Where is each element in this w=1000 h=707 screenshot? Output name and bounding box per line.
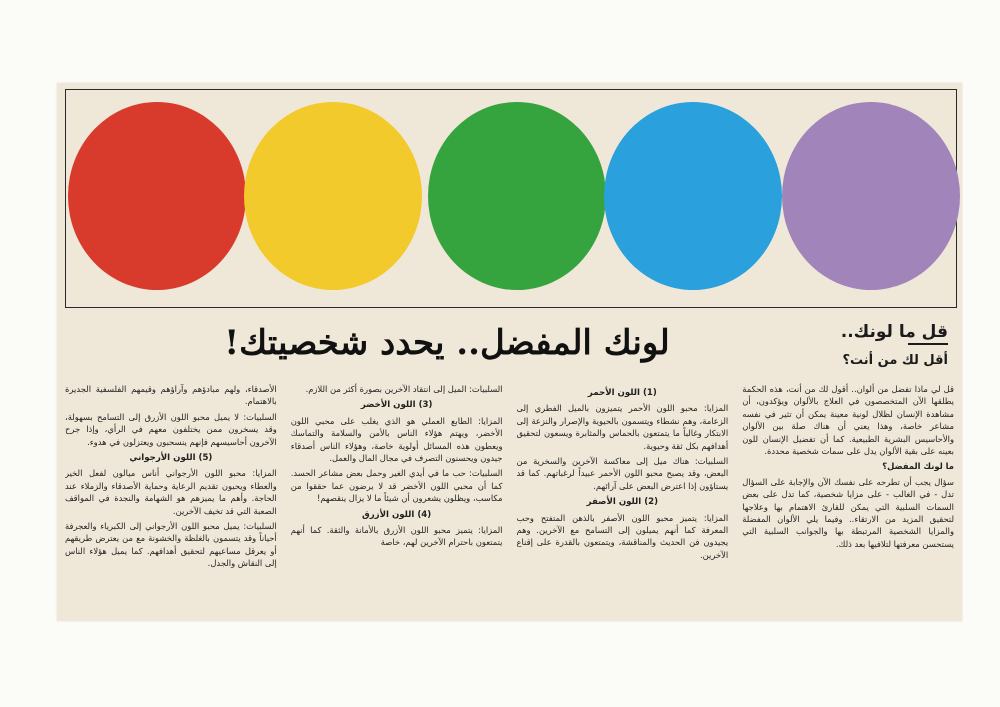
purple-circle xyxy=(782,102,960,290)
purple-cons: السلبيات: يميل محبو اللون الأرجواني إلى الكبرياء والعجرفة أحياناً وقد يتسمون بالغلظة والخشونة مع من يعترض طريقهم أو يعرقل مساعيهم لتحقيق أهدافهم. كما يميل هؤلاء الناس إلى النقاش والجدل. xyxy=(65,521,277,569)
yellow-pros: المزايا: يتميز محبو اللون الأصفر بالذهن المتفتح وحب المعرفة كما أنهم يميلون إلى التسامح مع الآخرين. وهم يجيدون فن الحديث والمناقشة، ويتمتعون بالقدرة على إقناع الآخرين. xyxy=(516,512,729,560)
yellow-cons: السلبيات: الميل إلى انتقاد الآخرين بصورة أكثر من اللازم. xyxy=(305,384,503,394)
green-cons: السلبيات: حب ما في أيدي الغير وحمل بعض مشاعر الحسد. كما أن محبي اللون الأخضر قد لا يرضون عما حققوا من مكاسب، ويظلون يشعرون أن شيئاً ما لا يزال ينقصهم! xyxy=(290,468,503,504)
blue-circle xyxy=(604,102,782,290)
yellow-circle xyxy=(244,102,422,290)
subhead-green: (3) اللون الأخضر xyxy=(360,400,433,411)
green-circle xyxy=(428,102,606,290)
column-1 xyxy=(742,383,954,613)
kicker-rule xyxy=(908,343,948,345)
red-cons: السلبيات: هناك ميل إلى معاكسة الآخرين والسخرية من البعض، وقد يصبح محبو اللون الأحمر عبيداً لرغباتهم. كما قد يستاؤون إذا اعترض البعض على آرائهم. xyxy=(516,456,729,491)
kicker-line2: أقل لك من أنت؟ xyxy=(842,353,948,368)
color-circles-panel xyxy=(65,89,957,308)
blue-pros-continued: الأصدقاء، ولهم مبادؤهم وآراؤهم وقيمهم الفلسفية الجديرة بالاهتمام. xyxy=(65,384,277,407)
blue-cons: السلبيات: لا يميل محبو اللون الأزرق إلى التسامح بسهولة، وقد يسخرون ممن يختلفون معهم في الرأي، وإذا جرح الآخرون أحاسيسهم فإنهم ينسحبون ويعتزلون في هدوء. xyxy=(65,411,277,447)
headline: لونك المفضل.. يحدد شخصيتك! xyxy=(224,323,670,363)
column-3 xyxy=(291,383,503,613)
newspaper-clipping xyxy=(57,83,962,621)
question-heading: ما لونك المفضل؟ xyxy=(882,461,954,472)
kicker xyxy=(778,321,948,371)
purple-pros: المزايا: محبو اللون الأرجواني أناس ميالون لفعل الخير والعطاء ويحبون تقديم الرعاية وحماية الأصدقاء والزملاء عند الحاجة. وأهم ما يميزهم هو الشهامة والنجدة في المواقف الصعبة التي قد تخيف الآخرين. xyxy=(65,468,277,516)
subhead-purple: (5) اللون الأرجواني xyxy=(129,453,213,464)
column-4 xyxy=(65,383,277,613)
question-paragraph: سؤال يجب أن تطرحه على نفسك الآن والإجابة على السؤال تدل - في الغالب - على مزايا شخصية، كما تدل على بعض السمات السلبية التي يمكن للقارئ الاهتمام بها وعلاجها لتحقيق المزيد من الارتقاء.. وفيما يلي الألوان المفضلة والمزايا الشخصية المرتبطة بها والجوانب السلبية التي يستحسن معرفتها لتلافيها بعد ذلك. xyxy=(742,476,954,549)
column-2 xyxy=(517,383,729,613)
subhead-yellow: (2) اللون الأصفر xyxy=(586,497,659,508)
article-columns xyxy=(65,383,954,613)
red-circle xyxy=(68,102,246,290)
intro-paragraph: قل لي ماذا تفضل من ألوان.. أقول لك من أنت، هذه الحكمة يطلقها الآن المتخصصون في العلاج بالألوان ويؤكدون، أن مشاهدة الإنسان لظلال لونية معينة يمكن أن تثير في نفسه مشاعر خاصة، وهذا يعني أن هناك صلة بين الألوان والأحاسيس البشرية الطبيعية. كما أن تفضيل الإنسان للون بعينه على بقية الألوان يدل على سمات شخصية محددة. xyxy=(742,384,954,457)
red-pros: المزايا: محبو اللون الأحمر يتميزون بالميل الفطري إلى الزعامة، وهم نشطاء ويتسمون بالحيوية والإصرار والنزعة إلى الابتكار وغالباً ما يتمتعون بالحماس والمثابرة ويسعون لتحقيق أهدافهم بكل ثقة وحيوية. xyxy=(516,403,729,451)
subhead-blue: (4) اللون الأزرق xyxy=(362,509,432,520)
kicker-line1: قل ما لونك.. xyxy=(840,322,948,342)
green-pros: المزايا: الطابع العملي هو الذي يغلب على محبي اللون الأخضر، ويهتم هؤلاء الناس بالأمن والسلامة والتماسك ويعطون هذه المسائل أولوية خاصة، وهؤلاء الناس أصدقاء جيدون ويحسنون التصرف في مجال المال والعمل. xyxy=(290,415,503,464)
blue-pros: المزايا: يتميز محبو اللون الأزرق بالأمانة والثقة. كما أنهم يتمتعون باحترام الآخرين لهم، خاصة xyxy=(290,525,503,548)
subhead-red: (1) اللون الأحمر xyxy=(587,388,657,398)
